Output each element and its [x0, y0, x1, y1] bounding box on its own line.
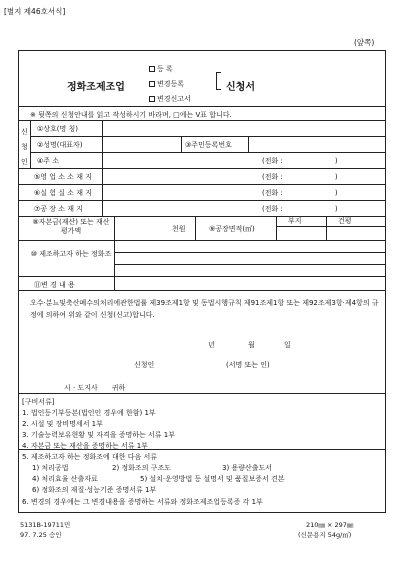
option-label: 등 록: [157, 65, 173, 73]
representative-label: ②성명(대표자): [37, 141, 83, 149]
factory-phone: [262, 204, 338, 214]
document-6: 6. 변경의 경우에는 그 변경내용을 증명하는 서류와 정화조제조업등록증 각 1부: [22, 498, 263, 506]
title-suffix: 신청서: [226, 82, 255, 93]
product-label: ⑩ 제조하고자 하는 정화조: [30, 250, 112, 258]
checkbox-icon: [149, 96, 155, 102]
footer-code: 5131B-19711민: [20, 521, 71, 529]
factory-area-label: ⑨공장면적(㎡): [209, 225, 255, 233]
company-name-label: ①상호(명 칭): [37, 125, 79, 133]
side-note: (앞쪽): [354, 38, 375, 47]
building-label: 건평: [338, 217, 352, 225]
option-change-register[interactable]: [149, 79, 184, 89]
factory-address-label: ⑦공 장 소 재 지: [34, 205, 83, 213]
applicant-label-2: 청: [21, 143, 28, 151]
option-register[interactable]: [149, 64, 173, 74]
recipient-suffix: 귀하: [111, 384, 126, 392]
title-prefix: 정화조제조업: [67, 82, 125, 93]
sub-doc-1: 1) 처리공법: [32, 464, 69, 472]
document-5: 5. 제조하고자 하는 정화조에 대한 다음 서류: [22, 453, 157, 461]
date-month: 월: [248, 341, 255, 349]
checkbox-icon: [149, 66, 155, 72]
footer-size: 210㎜ × 297㎜: [306, 521, 354, 529]
instruction: ※ 뒷쪽의 신청안내를 읽고 작성하시기 바라며, □에는 V표 합니다.: [30, 111, 232, 119]
document-2: 2. 시설 및 장비명세서 1부: [22, 420, 103, 428]
option-label: 변경등록: [157, 80, 185, 88]
sub-doc-3: 3) 용량산출도서: [222, 464, 272, 472]
phone-close: ): [334, 173, 338, 181]
form-number: [별지 제46호서식]: [4, 7, 66, 16]
address-label: ④주 소: [37, 157, 60, 165]
business-phone: [262, 172, 338, 182]
phone-close: ): [334, 157, 338, 165]
site-label: 부지: [288, 217, 302, 225]
legal-text: 오수·분뇨및축산폐수의처리에관한법률 제39조제1항 및 동법시행규칙 제91조제1항 또는 제92조제3항·제4항의 규정에 의하여 위와 같이 신청(신고)합니다.: [30, 299, 379, 319]
footer-approval: 97. 7.25 승인: [20, 531, 62, 539]
applicant-label-3: 인: [21, 158, 28, 166]
phone-close: ): [334, 205, 338, 213]
sub-doc-4: 4) 처리효율 산출자료: [32, 475, 98, 483]
checkbox-icon: [149, 81, 155, 87]
document-3: 3. 기술능력보유현황 및 자격을 증명하는 서류 1부: [22, 431, 175, 439]
title-bracket: [216, 72, 221, 90]
phone-label: (전화 :: [262, 157, 283, 165]
option-change-report[interactable]: [149, 94, 191, 104]
date-year: 년: [208, 341, 215, 349]
sign-hint: (서명 또는 인): [226, 361, 270, 369]
address-phone: [262, 156, 338, 166]
sub-doc-5: 5) 설치·운영방법 등 설명서 및 품질보증서 견본: [140, 475, 285, 483]
capital-unit: 천원: [172, 225, 186, 233]
resident-number-label: ③주민등록번호: [185, 141, 232, 149]
capital-label: ⑧자본금(재산) 또는 재산평가액: [32, 218, 110, 235]
phone-label: (전화 :: [262, 205, 283, 213]
recipient-name: 시 · 도지사: [64, 384, 98, 392]
test-phone: [262, 188, 338, 198]
document-1: 1. 법인등기부등본(법인인 경우에 한함) 1부: [22, 409, 156, 417]
change-details-label: ⑪변 경 내 용: [34, 281, 75, 289]
sub-doc-6: 6) 정화조의 재질·성능기준 증명서류 1부: [32, 486, 157, 494]
option-label: 변경신고서: [157, 95, 191, 103]
phone-label: (전화 :: [262, 173, 283, 181]
applicant-label-1: 신: [21, 128, 28, 136]
sub-doc-2: 2) 정화조의 구조도: [112, 464, 171, 472]
date-day: 일: [284, 341, 291, 349]
business-address-label: ⑤영 업 소 소 재 지: [34, 173, 92, 181]
documents-title: [구비서류]: [22, 398, 55, 406]
phone-label: (전화 :: [262, 189, 283, 197]
document-4: 4. 자본금 또는 재산을 증명하는 서류 1부: [22, 442, 148, 450]
recipient: [64, 383, 125, 393]
applicant-sign-label: 신청인: [134, 361, 155, 369]
phone-close: ): [334, 189, 338, 197]
test-address-label: ⑥실 험 실 소 재 지: [34, 189, 92, 197]
footer-paper: (신문용지 54g/㎡): [298, 531, 352, 539]
